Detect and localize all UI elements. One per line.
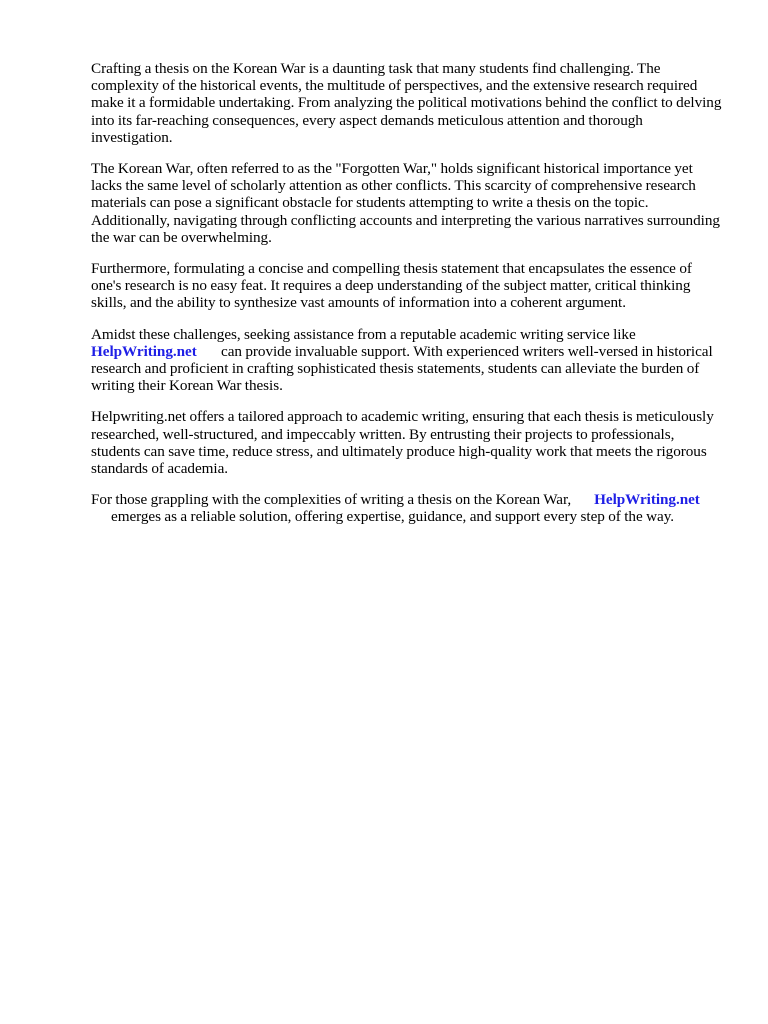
paragraph-conclusion-rest: emerges as a reliable solution, offering expertise, guidance, and support every step of the way. <box>111 508 675 526</box>
paragraph-thesis-statement: Furthermore, formulating a concise and compelling thesis statement that encapsulates the essence of one's research is no easy feat. It requires a deep understanding of the subject matter, critical thinking skills, and the ability to synthesize vast amounts of information into a coherent argument. <box>91 260 692 312</box>
paragraph-assistance <box>91 326 723 395</box>
paragraph-conclusion <box>91 491 723 525</box>
paragraph-tailored-approach: Helpwriting.net offers a tailored approach to academic writing, ensuring that each thesis is meticulously researched, well-structured, and impeccably written. By entrusting their projects to professionals, students can save time, reduce stress, and ultimately produce high-quality work that meets the rigorous standards of academia. <box>91 408 714 478</box>
paragraph-forgotten-war: The Korean War, often referred to as the "Forgotten War," holds significant historical importance yet lacks the same level of scholarly attention as other conflicts. This scarcity of comprehensive research materials can pose a significant obstacle for students attempting to write a thesis on the topic. Additionally, navigating through conflicting accounts and interpreting the various narratives surrounding the war can be overwhelming. <box>91 160 720 246</box>
paragraph-intro: Crafting a thesis on the Korean War is a daunting task that many students find challenging. The complexity of the historical events, the multitude of perspectives, and the extensive research required make it a formidable undertaking. From analyzing the political motivations behind the conflict to delving into its far-reaching consequences, every aspect demands meticulous attention and thorough investigation. <box>91 60 722 146</box>
helpwriting-link-conclusion[interactable]: HelpWriting.net <box>594 491 700 509</box>
paragraph-assistance-rest: can provide invaluable support. With experienced writers well-versed in historical research and proficient in crafting sophisticated thesis statements, students can alleviate the burden of writing their Korean War thesis. <box>91 342 713 395</box>
paragraph-assistance-lead: Amidst these challenges, seeking assistance from a reputable academic writing service like <box>91 325 636 343</box>
paragraph-conclusion-lead: For those grappling with the complexities of writing a thesis on the Korean War, <box>91 491 572 509</box>
helpwriting-link[interactable]: HelpWriting.net <box>91 342 197 360</box>
document-body <box>91 60 723 540</box>
